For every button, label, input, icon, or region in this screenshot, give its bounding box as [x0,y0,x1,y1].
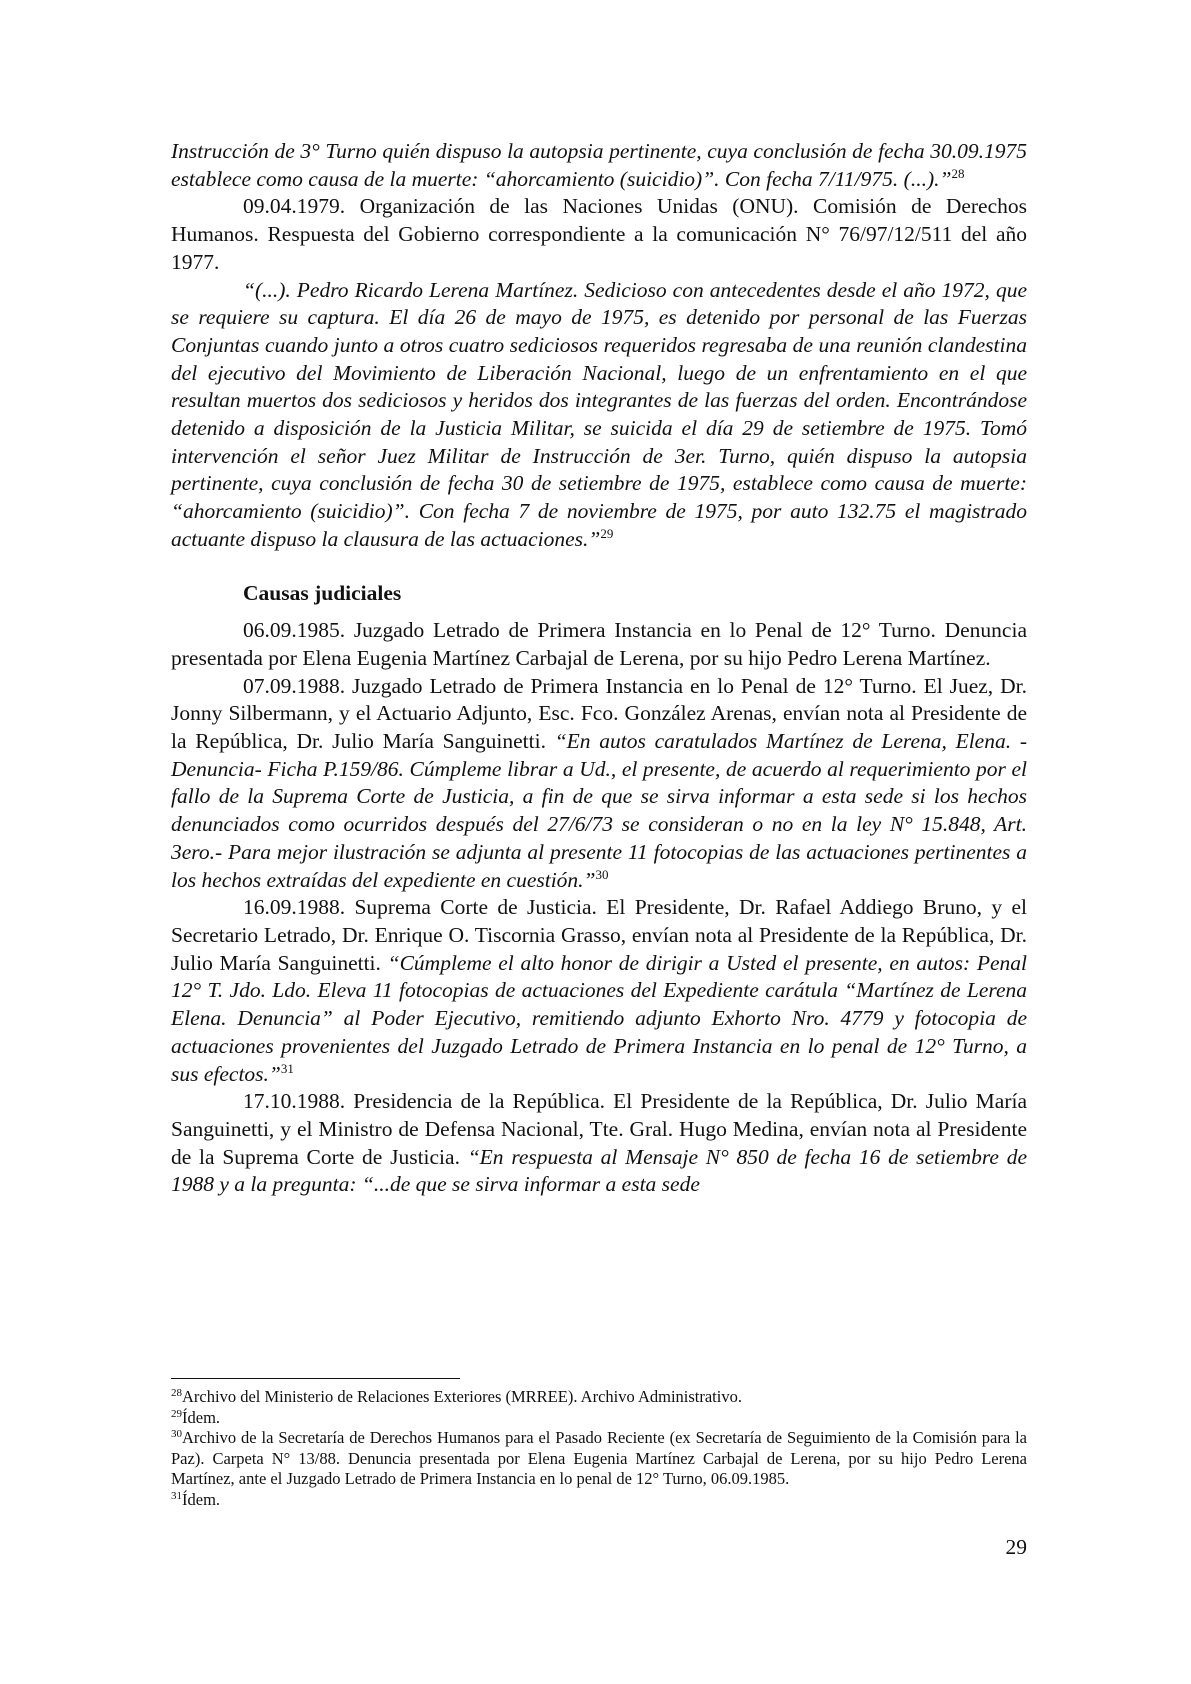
paragraph-text: 06.09.1985. Juzgado Letrado de Primera Instancia en lo Penal de 12° Turno. Denuncia presentada por Elena Eugenia Martínez Carbajal de Lerena, por su hijo Pedro Lerena Martínez. [171,618,1027,670]
section-heading: Causas judiciales [243,580,402,605]
paragraph-onu-response [171,193,1027,276]
footnote-number: 30 [171,1428,182,1440]
footnote [171,1428,1027,1490]
footnote-number: 29 [171,1407,182,1420]
footnote-ref: 28 [951,165,965,181]
paragraph-juzgado-1988 [171,673,1027,895]
paragraph-presidencia-1988 [171,1088,1027,1199]
footnote-number: 31 [171,1489,182,1502]
footnote [171,1387,1027,1408]
footnote-text: Ídem. [182,1407,221,1427]
paragraph-quote: “En autos caratulados Martínez de Lerena, Elena. -Denuncia- Ficha P.159/86. Cúmpleme librar a Ud., el presente, de acuerdo al requerimiento por el fallo de la Suprema Corte de Justicia, a fin de que se sirva informar a esta sede si los hechos denunciados como ocurridos después del 27/6/73 se consideran o no en la ley N° 15.848, Art. 3ero.- Para mejor ilustración se adjunta al presente 11 fotocopias de las actuaciones pertinentes a los hechos extraídas del expediente en cuestión.” [171,729,1027,892]
footnote-ref: 31 [280,1060,294,1076]
body-text [171,138,1027,1199]
paragraph-denuncia-1985 [171,617,1027,672]
paragraph-text: 09.04.1979. Organización de las Naciones Unidas (ONU). Comisión de Derechos Humanos. Respuesta del Gobierno correspondiente a la comunicación N° 76/97/12/511 del año 1977. [171,194,1027,274]
paragraph-suprema-corte-1988 [171,894,1027,1088]
footnote-divider [171,1378,460,1379]
paragraph-text: 17.10.1988. Presidencia de la República. El Presidente de la República, Dr. Julio María Sanguinetti, y el Ministro de Defensa Nacional, Tte. Gral. Hugo Medina, envían nota al Presidente de la Suprema Corte de Justicia. [171,1089,1027,1169]
paragraph-text: “(...). Pedro Ricardo Lerena Martínez. Sedicioso con antecedentes desde el año 1972, que se requiere su captura. El día 26 de mayo de 1975, es detenido por personal de las Fuerzas Conjuntas cuando junto a otros cuatro sediciosos requeridos regresaba de una reunión clandestina del ejecutivo del Movimiento de Liberación Nacional, luego de un enfrentamiento en el que resultan muertos dos sediciosos y heridos dos integrantes de las fuerzas del orden. Encontrándose detenido a disposición de la Justicia Militar, se suicida el día 29 de setiembre de 1975. Tomó intervención el señor Juez Militar de Instrucción de 3er. Turno, quién dispuso la autopsia pertinente, cuya conclusión de fecha 30 de setiembre de 1975, establece como causa de muerte: “ahorcamiento (suicidio)”. Con fecha 7 de noviembre de 1975, por auto 132.75 el magistrado actuante dispuso la clausura de las actuaciones.” [171,277,1027,551]
footnote-text: Ídem. [182,1489,221,1509]
paragraph-continuation [171,138,1027,193]
footnote [171,1408,1027,1429]
footnotes [171,1387,1027,1510]
paragraph-text: 07.09.1988. Juzgado Letrado de Primera Instancia en lo Penal de 12° Turno. El Juez, Dr. Jonny Silbermann, y el Actuario Adjunto, Esc. Fco. González Arenas, envían nota al Presidente de la República, Dr. Julio María Sanguinetti. [171,673,1027,754]
paragraph-text: 16.09.1988. Suprema Corte de Justicia. El Presidente, Dr. Rafael Addiego Bruno, y el Secretario Letrado, Dr. Enrique O. Tiscornia Grasso, envían nota al Presidente de la República, Dr. Julio María Sanguinetti. [171,895,1027,975]
footnote-number: 28 [171,1387,182,1399]
paragraph-quote: “En respuesta al Mensaje N° 850 de fecha 16 de setiembre de 1988 y a la pregunta: “...de que se sirva informar a esta sede [171,1144,1027,1197]
footnote-text: Archivo de la Secretaría de Derechos Humanos para el Pasado Reciente (ex Secretaría de Seguimiento de la Comisión para la Paz). Carpeta N° 13/88. Denuncia presentada por Elena Eugenia Martínez Carbajal de Lerena, por su hijo Pedro Lerena Martínez, ante el Juzgado Letrado de Primera Instancia en lo penal de 12° Turno, 06.09.1985. [171,1428,1027,1488]
paragraph-quote-lerena [171,277,1027,554]
footnote-ref: 29 [600,525,614,541]
footnote-text: Archivo del Ministerio de Relaciones Exteriores (MRREE). Archivo Administrativo. [182,1387,742,1406]
page-number: 29 [1005,1535,1027,1559]
footnote [171,1490,1027,1511]
paragraph-quote: “Cúmpleme el alto honor de dirigir a Usted el presente, en autos: Penal 12° T. Jdo. Ldo. Eleva 11 fotocopias de actuaciones del Expediente carátula “Martínez de Lerena Elena. Denuncia” al Poder Ejecutivo, remitiendo adjunto Exhorto Nro. 4779 y fotocopia de actuaciones provenientes del Juzgado Letrado de Primera Instancia en lo penal de 12° Turno, a sus efectos.” [171,950,1027,1086]
paragraph-text: Instrucción de 3° Turno quién dispuso la autopsia pertinente, cuya conclusión de fecha 30.09.1975 establece como causa de la muerte: “ahorcamiento (suicidio)”. Con fecha 7/11/975. (...).” [171,139,1027,191]
footnote-ref: 30 [595,866,609,882]
